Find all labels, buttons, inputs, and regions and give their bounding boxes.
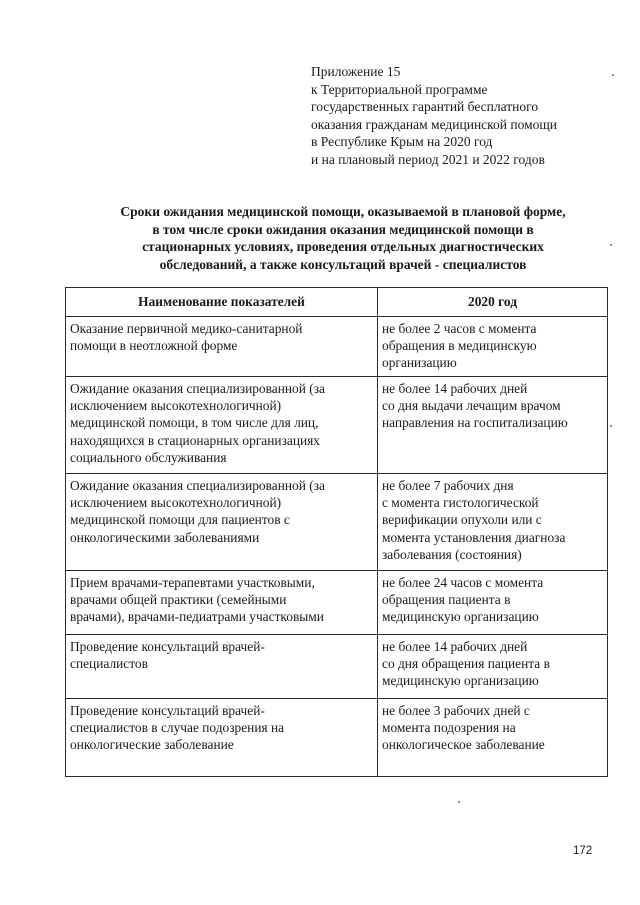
cell-line: специалистов — [70, 656, 148, 672]
cell-line: Оказание первичной медико-санитарной — [70, 321, 303, 336]
cell-line: организацию — [382, 355, 457, 371]
appendix-line: и на плановый период 2021 и 2022 годов — [311, 151, 545, 167]
indicator-cell — [66, 635, 378, 699]
table-row — [66, 571, 608, 635]
cell-line: исключением высокотехнологичной) — [70, 495, 282, 511]
cell-line: медицинскую организацию — [382, 673, 539, 689]
cell-line: Проведение консультаций врачей- — [70, 703, 265, 718]
cell-line: находящихся в стационарных организациях — [70, 432, 321, 448]
table-header-row — [66, 288, 608, 317]
cell-line: обращения пациента в — [382, 592, 511, 608]
term-cell — [378, 474, 608, 571]
cell-line: врачами), врачами-педиатрами участковыми — [70, 609, 324, 625]
waiting-times-table — [65, 287, 608, 777]
cell-line: онкологическими заболеваниями — [70, 529, 260, 545]
term-cell — [378, 377, 608, 474]
cell-line: не более 14 рабочих дней — [382, 381, 528, 396]
cell-line: медицинскую организацию — [382, 609, 539, 625]
page-number: 172 — [573, 845, 593, 857]
term-cell — [378, 635, 608, 699]
cell-line: не более 14 рабочих дней — [382, 639, 528, 654]
appendix-line: государственных гарантий бесплатного — [311, 99, 539, 115]
appendix-line: в Республике Крым на 2020 год — [311, 134, 493, 150]
appendix-line: к Территориальной программе — [311, 81, 488, 97]
header-year: 2020 год — [378, 288, 608, 317]
title-line: в том числе сроки ожидания оказания медицинской помощи в — [152, 221, 534, 237]
cell-line: врачами общей практики (семейными — [70, 592, 287, 608]
cell-line: помощи в неотложной форме — [70, 338, 238, 354]
term-cell — [378, 699, 608, 777]
cell-line: не более 3 рабочих дней с — [382, 703, 530, 718]
cell-line: медицинской помощи для пациентов с — [70, 512, 290, 528]
cell-line: момента установления диагноза — [382, 529, 566, 545]
cell-line: не более 7 рабочих дня — [382, 478, 514, 493]
cell-line: не более 2 часов с момента — [382, 321, 537, 336]
cell-line: верификации опухоли или с — [382, 512, 542, 528]
indicator-cell — [66, 474, 378, 571]
cell-line: специалистов в случае подозрения на — [70, 720, 285, 736]
cell-line: Прием врачами-терапевтами участковыми, — [70, 575, 315, 590]
indicator-cell — [66, 571, 378, 635]
scan-speck — [610, 425, 612, 427]
table-row — [66, 635, 608, 699]
appendix-header — [311, 63, 621, 169]
cell-line: заболевания (состояния) — [382, 546, 522, 562]
cell-line: онкологические заболевание — [70, 737, 234, 753]
term-cell — [378, 317, 608, 377]
cell-line: Проведение консультаций врачей- — [70, 639, 265, 654]
term-cell — [378, 571, 608, 635]
table-row — [66, 474, 608, 571]
cell-line: со дня выдачи лечащим врачом — [382, 398, 561, 414]
cell-line: исключением высокотехнологичной) — [70, 398, 282, 414]
cell-line: направления на госпитализацию — [382, 415, 568, 431]
cell-line: не более 24 часов с момента — [382, 575, 544, 590]
title-line: обследований, а также консультаций врачей - специалистов — [159, 256, 527, 272]
title-line: Сроки ожидания медицинской помощи, оказываемой в плановой форме, — [120, 204, 566, 219]
table-row — [66, 699, 608, 777]
appendix-line: Приложение 15 — [311, 64, 401, 79]
header-indicator: Наименование показателей — [66, 288, 378, 317]
indicator-cell — [66, 699, 378, 777]
cell-line: медицинской помощи, в том числе для лиц, — [70, 415, 319, 431]
indicator-cell — [66, 317, 378, 377]
cell-line: обращения в медицинскую — [382, 338, 537, 354]
title-line: стационарных условиях, проведения отдельных диагностических — [142, 239, 544, 254]
table-row — [66, 317, 608, 377]
scan-speck — [610, 244, 612, 246]
document-title — [60, 203, 626, 273]
cell-line: момента подозрения на — [382, 720, 516, 736]
cell-line: онкологическое заболевание — [382, 737, 545, 753]
cell-line: с момента гистологической — [382, 495, 539, 511]
cell-line: со дня обращения пациента в — [382, 656, 550, 672]
table-row — [66, 377, 608, 474]
cell-line: Ожидание оказания специализированной (за — [70, 381, 325, 396]
cell-line: социального обслуживания — [70, 449, 227, 465]
scan-speck — [458, 801, 460, 803]
scan-speck — [612, 74, 614, 76]
appendix-line: оказания гражданам медицинской помощи — [311, 116, 558, 132]
cell-line: Ожидание оказания специализированной (за — [70, 478, 325, 493]
indicator-cell — [66, 377, 378, 474]
